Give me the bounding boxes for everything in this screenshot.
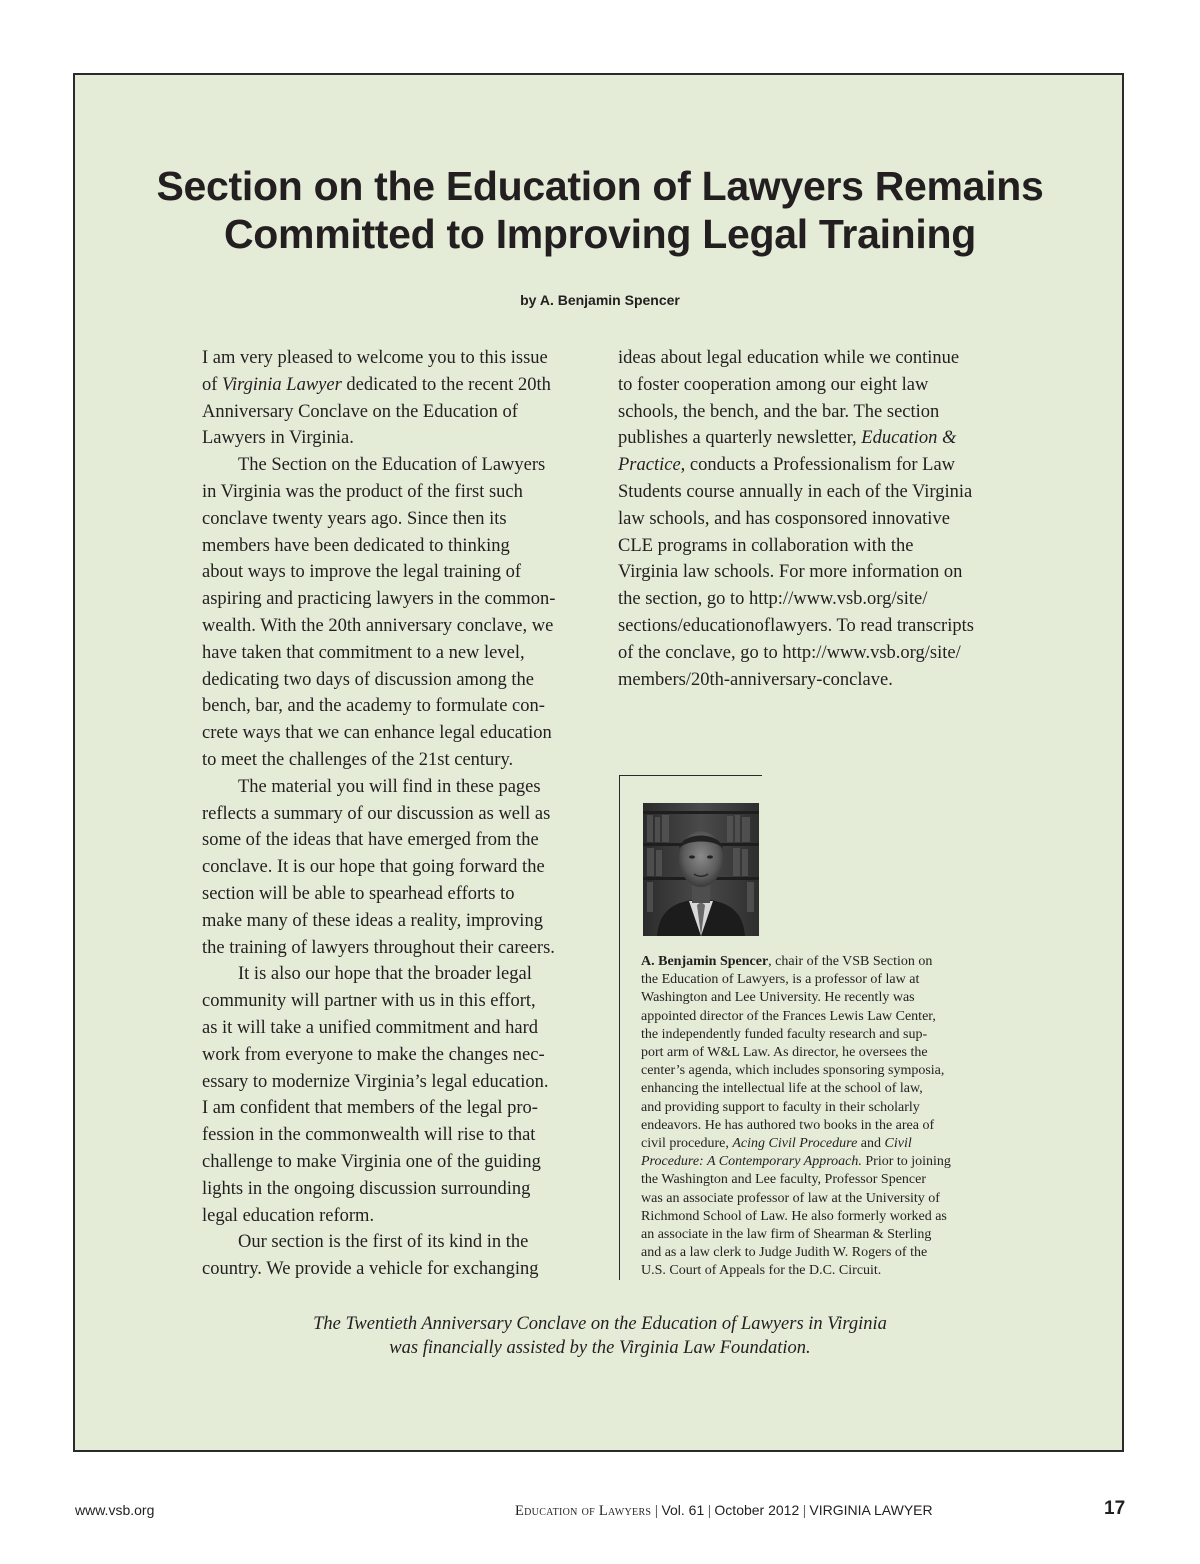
bio-line: U.S. Court of Appeals for the D.C. Circuit.	[641, 1263, 882, 1279]
text-line	[618, 425, 1008, 452]
bio-line: the Education of Lawyers, is a professor of law at	[641, 972, 920, 988]
paragraph-1	[202, 345, 586, 452]
text-line: about ways to improve the legal training of	[202, 562, 522, 583]
text-line: dedicating two days of discussion among the	[202, 669, 534, 690]
section-url-line: sections/educationoflawyers. To read transcripts	[618, 615, 974, 636]
text-line: reflects a summary of our discussion as well as	[202, 803, 551, 824]
text-line: Lawyers in Virginia.	[202, 428, 354, 449]
funding-caption	[0, 1312, 1200, 1360]
text-line: wealth. With the 20th anniversary conclave, we	[202, 615, 554, 636]
bio-line: endeavors. He has authored two books in the area of	[641, 1117, 935, 1133]
bio-rule-horizontal	[619, 775, 762, 776]
caption-line-2: was financially assisted by the Virginia Law Foundation.	[389, 1338, 811, 1358]
newsletter-name-cont: Practice	[618, 455, 681, 476]
bio-line: port arm of W&L Law. As director, he oversees the	[641, 1045, 928, 1061]
text-line: essary to modernize Virginia’s legal education.	[202, 1071, 549, 1092]
bio-line: enhancing the intellectual life at the school of law,	[641, 1081, 923, 1097]
text-segment: , conducts a Professionalism for Law	[680, 455, 956, 476]
book-title: Procedure: A Contemporary Approach.	[641, 1154, 862, 1170]
text-line: CLE programs in collaboration with the	[618, 535, 914, 556]
text-line: legal education reform.	[202, 1205, 375, 1226]
text-line: conclave. It is our hope that going forward the	[202, 857, 545, 878]
text-line: law schools, and has cosponsored innovative	[618, 508, 950, 529]
right-column	[618, 345, 1008, 693]
text-line: It is also our hope that the broader legal	[238, 964, 532, 985]
author-bio	[641, 953, 986, 1281]
book-title: Civil	[884, 1136, 912, 1152]
footer-publication: VIRGINIA LAWYER	[809, 1502, 933, 1518]
footer-section-name: Education of Lawyers	[515, 1503, 652, 1519]
text-line: Our section is the first of its kind in the	[238, 1232, 529, 1253]
text-segment: Prior to joining	[861, 1154, 951, 1170]
publication-name: Virginia Lawyer	[222, 374, 342, 395]
footer-separator: |	[651, 1503, 662, 1519]
paragraph-5	[202, 1229, 586, 1283]
paragraph-3	[202, 774, 586, 962]
text-segment: civil procedure,	[641, 1136, 733, 1152]
footer-website-link[interactable]: www.vsb.org	[75, 1502, 155, 1518]
text-line: I am very pleased to welcome you to this issue	[202, 348, 548, 368]
footer-separator: |	[799, 1503, 810, 1519]
text-line: ideas about legal education while we continue	[618, 348, 960, 368]
text-line: country. We provide a vehicle for exchanging	[202, 1259, 539, 1280]
text-line: Virginia law schools. For more information on	[618, 562, 963, 583]
bio-line: Richmond School of Law. He also formerly worked as	[641, 1208, 947, 1224]
text-line: fession in the commonwealth will rise to that	[202, 1125, 536, 1146]
text-line: community will partner with us in this effort,	[202, 991, 536, 1012]
bio-line: center’s agenda, which includes sponsoring symposia,	[641, 1063, 945, 1079]
text-line: aspiring and practicing lawyers in the common-	[202, 589, 556, 610]
text-segment: , chair of the VSB Section on	[768, 954, 933, 969]
text-line: I am confident that members of the legal pro-	[202, 1098, 538, 1119]
bio-line: an associate in the law firm of Shearman & Sterling	[641, 1227, 932, 1243]
text-line: conclave twenty years ago. Since then its	[202, 508, 507, 529]
text-line: make many of these ideas a reality, improving	[202, 910, 543, 931]
paragraph-2	[202, 452, 586, 774]
text-segment: and	[857, 1136, 885, 1152]
text-line: have taken that commitment to a new level,	[202, 642, 525, 663]
bio-line: was an associate professor of law at the University of	[641, 1190, 940, 1206]
footer-volume: Vol. 61	[661, 1502, 705, 1518]
text-line: Anniversary Conclave on the Education of	[202, 401, 518, 422]
author-photo	[643, 803, 759, 936]
bio-line	[641, 1153, 986, 1171]
byline: by A. Benjamin Spencer	[520, 292, 680, 308]
text-line: work from everyone to make the changes nec-	[202, 1044, 545, 1065]
bio-rule-vertical	[619, 775, 620, 1280]
bio-author-name: A. Benjamin Spencer	[641, 954, 769, 969]
text-line: Students course annually in each of the Virginia	[618, 481, 973, 502]
title-line-2: Committed to Improving Legal Training	[224, 211, 976, 257]
text-line: the training of lawyers throughout their careers.	[202, 937, 555, 958]
bio-line: and providing support to faculty in their scholarly	[641, 1099, 920, 1115]
text-segment: dedicated to the recent 20th	[341, 374, 551, 395]
page-number: 17	[1104, 1498, 1126, 1519]
text-line: to meet the challenges of the 21st century.	[202, 749, 514, 770]
title-line-1: Section on the Education of Lawyers Remains	[156, 163, 1044, 209]
text-line: lights in the ongoing discussion surrounding	[202, 1178, 531, 1199]
caption-line-1: The Twentieth Anniversary Conclave on the Education of Lawyers in Virginia	[313, 1314, 887, 1334]
text-line: to foster cooperation among our eight law	[618, 374, 929, 395]
text-line: The Section on the Education of Lawyers	[238, 455, 546, 476]
text-line: bench, bar, and the academy to formulate con-	[202, 696, 545, 717]
article-title	[0, 162, 1200, 258]
conclave-url-line: members/20th-anniversary-conclave.	[618, 669, 893, 690]
text-line: schools, the bench, and the bar. The section	[618, 401, 940, 422]
newsletter-name: Education &	[861, 428, 957, 449]
text-line: in Virginia was the product of the first such	[202, 481, 523, 502]
text-line	[202, 372, 586, 399]
bio-line: Washington and Lee University. He recently was	[641, 990, 915, 1006]
text-segment: of	[202, 374, 223, 395]
bio-line	[641, 1135, 986, 1153]
footer-date: October 2012	[714, 1502, 800, 1518]
text-line: some of the ideas that have emerged from the	[202, 830, 539, 851]
bio-line: and as a law clerk to Judge Judith W. Rogers of the	[641, 1245, 928, 1261]
left-column	[202, 345, 586, 1283]
footer-separator: |	[704, 1503, 715, 1519]
bio-line	[641, 953, 986, 971]
author-photo-image	[643, 803, 759, 936]
book-title: Acing Civil Procedure	[732, 1136, 858, 1152]
text-line: section will be able to spearhead efforts to	[202, 883, 515, 904]
text-line: challenge to make Virginia one of the guiding	[202, 1151, 541, 1172]
bio-line: the independently funded faculty research and sup-	[641, 1026, 928, 1042]
paragraph-4	[202, 961, 586, 1229]
section-url-line: the section, go to http://www.vsb.org/site/	[618, 589, 928, 610]
text-line: members have been dedicated to thinking	[202, 535, 510, 556]
bio-line: appointed director of the Frances Lewis Law Center,	[641, 1008, 936, 1024]
footer-running-head	[515, 1502, 933, 1520]
text-segment: publishes a quarterly newsletter,	[618, 428, 862, 449]
conclave-url-line: of the conclave, go to http://www.vsb.org/site/	[618, 642, 961, 663]
text-line: crete ways that we can enhance legal education	[202, 723, 552, 744]
text-line: The material you will find in these pages	[238, 776, 541, 797]
text-line	[618, 452, 1008, 479]
text-line: as it will take a unified commitment and hard	[202, 1017, 538, 1038]
bio-line: the Washington and Lee faculty, Professor Spencer	[641, 1172, 927, 1188]
